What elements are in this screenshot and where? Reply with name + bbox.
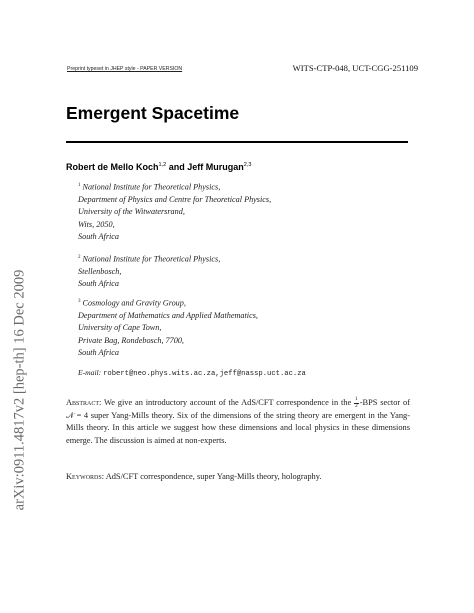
affiliation-line: South Africa <box>78 279 120 289</box>
arxiv-identifier: arXiv:0911.4817v2 [hep-th] 16 Dec 2009 <box>11 269 28 511</box>
email-addresses[interactable]: robert@neo.phys.wits.ac.za,jeff@nassp.uct.ac.za <box>103 370 306 378</box>
affiliation-line: $^1$ National Institute for Theoretical Physics, <box>78 182 221 192</box>
affiliation-mark: 3 <box>78 299 81 304</box>
abstract-text: -BPS sector of 𝒩 = 4 super Yang-Mills theory. Six of the dimensions of the string theory are emergent in the Yang-Mills theory. In this article we suggest how these dimensions and local physics in these dimensions emerge. The discussion is aimed at non-experts. <box>66 398 410 446</box>
affiliation-mark: 2 <box>78 255 81 260</box>
paper-title: Emergent Spacetime <box>66 103 240 123</box>
author-conjunction: and <box>168 162 185 172</box>
author-name: Robert de Mello Koch <box>66 162 159 172</box>
keywords-text: AdS/CFT correspondence, super Yang-Mills theory, holography. <box>105 472 322 481</box>
affiliation-line: Stellenbosch, <box>78 267 122 277</box>
affiliation-mark: 2,3 <box>243 162 252 168</box>
affiliation-line: University of the Witwatersrand, <box>78 207 185 217</box>
affiliation-line: South Africa <box>78 231 120 241</box>
affiliation-line: University of Cape Town, <box>78 323 162 333</box>
affiliation-line: Private Bag, Rondebosch, 7700, <box>78 335 184 345</box>
keywords-line <box>66 472 321 481</box>
affiliation-line: Department of Mathematics and Applied Mathematics, <box>78 311 258 321</box>
affiliation-line: South Africa <box>78 347 120 357</box>
affiliation-line: Department of Physics and Centre for Theoretical Physics, <box>78 195 272 205</box>
affiliation-mark: 1,2 <box>158 162 167 168</box>
email-label: E-mail: <box>78 368 102 377</box>
arxiv-stamp <box>0 0 40 613</box>
affiliation-line: $^3$ Cosmology and Gravity Group, <box>78 298 186 308</box>
title-rule <box>66 141 408 143</box>
preprint-note: Preprint typeset in JHEP style - PAPER VERSION <box>67 66 183 72</box>
affiliation-block <box>78 252 220 291</box>
affiliation-line: Wits, 2050, <box>78 219 115 229</box>
abstract-text: We give an introductory account of the AdS/CFT correspondence in the <box>104 398 352 407</box>
email-line <box>78 368 306 378</box>
abstract-label: Abstract: <box>66 398 102 407</box>
keywords-label: Keywords: <box>66 472 105 481</box>
affiliation-mark: 1 <box>78 183 81 188</box>
fraction-half: $\frac{1}{2}$ <box>354 396 358 409</box>
author-line <box>66 162 251 172</box>
author-name: Jeff Murugan <box>187 162 244 172</box>
affiliation-line: $^2$ National Institute for Theoretical Physics, <box>78 254 221 264</box>
affiliation-block <box>78 296 258 359</box>
report-numbers: WITS-CTP-048, UCT-CGG-251109 <box>292 63 418 73</box>
abstract <box>66 397 410 448</box>
affiliation-block <box>78 180 271 243</box>
